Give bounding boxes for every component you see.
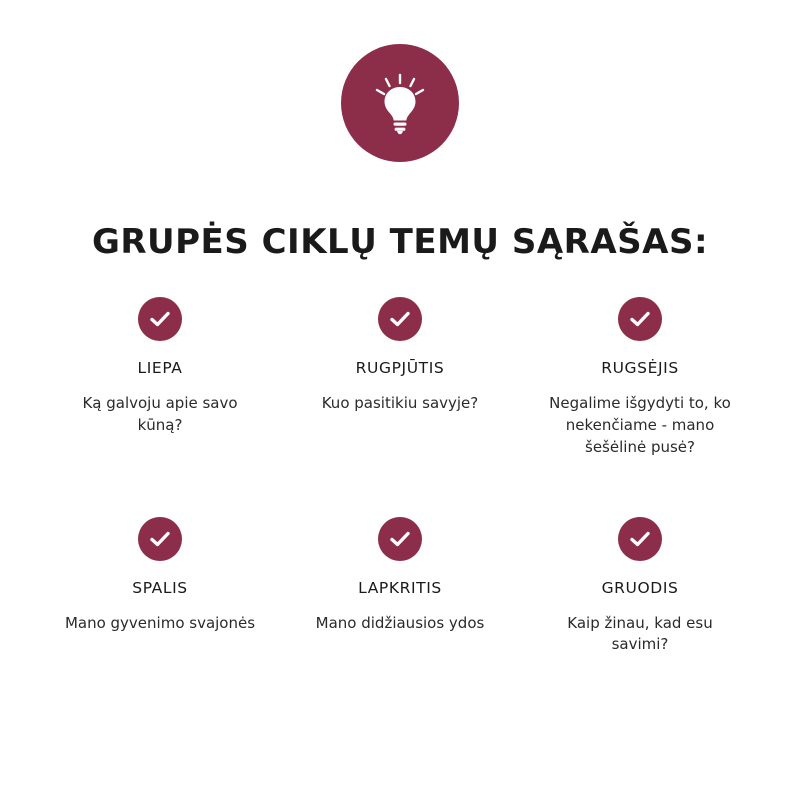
- topic-description: Negalime išgydyti to, ko nekenčiame - mano šešėlinė pusė?: [549, 394, 731, 456]
- topic-item: [520, 297, 760, 458]
- topic-description: Mano didžiausios ydos: [315, 613, 485, 632]
- check-circle-icon: [378, 297, 422, 341]
- check-circle-icon: [618, 517, 662, 561]
- topic-month: LAPKRITIS: [358, 578, 442, 597]
- topic-item: [40, 297, 280, 458]
- topic-item: [40, 517, 280, 657]
- check-circle-icon: [138, 517, 182, 561]
- lightbulb-icon: [364, 67, 436, 139]
- topic-item: [520, 517, 760, 657]
- topic-month: GRUODIS: [601, 578, 679, 597]
- topic-month: LIEPA: [137, 359, 183, 378]
- topic-description: Kaip žinau, kad esu savimi?: [567, 613, 713, 654]
- logo-badge: [341, 44, 459, 162]
- topic-item: [280, 297, 520, 458]
- check-circle-icon: [138, 297, 182, 341]
- topic-month: RUGPJŪTIS: [355, 359, 445, 378]
- topics-grid: [40, 297, 760, 656]
- check-circle-icon: [618, 297, 662, 341]
- topic-item: [280, 517, 520, 657]
- topic-description: Kuo pasitikiu savyje?: [321, 394, 479, 413]
- check-circle-icon: [378, 517, 422, 561]
- topic-description: Mano gyvenimo svajonės: [64, 613, 256, 632]
- page-title: GRUPĖS CIKLŲ TEMŲ SĄRAŠAS:: [91, 222, 709, 262]
- topic-month: RUGSĖJIS: [601, 359, 679, 378]
- topic-description: Ką galvoju apie savo kūną?: [82, 394, 238, 435]
- topic-month: SPALIS: [132, 578, 188, 597]
